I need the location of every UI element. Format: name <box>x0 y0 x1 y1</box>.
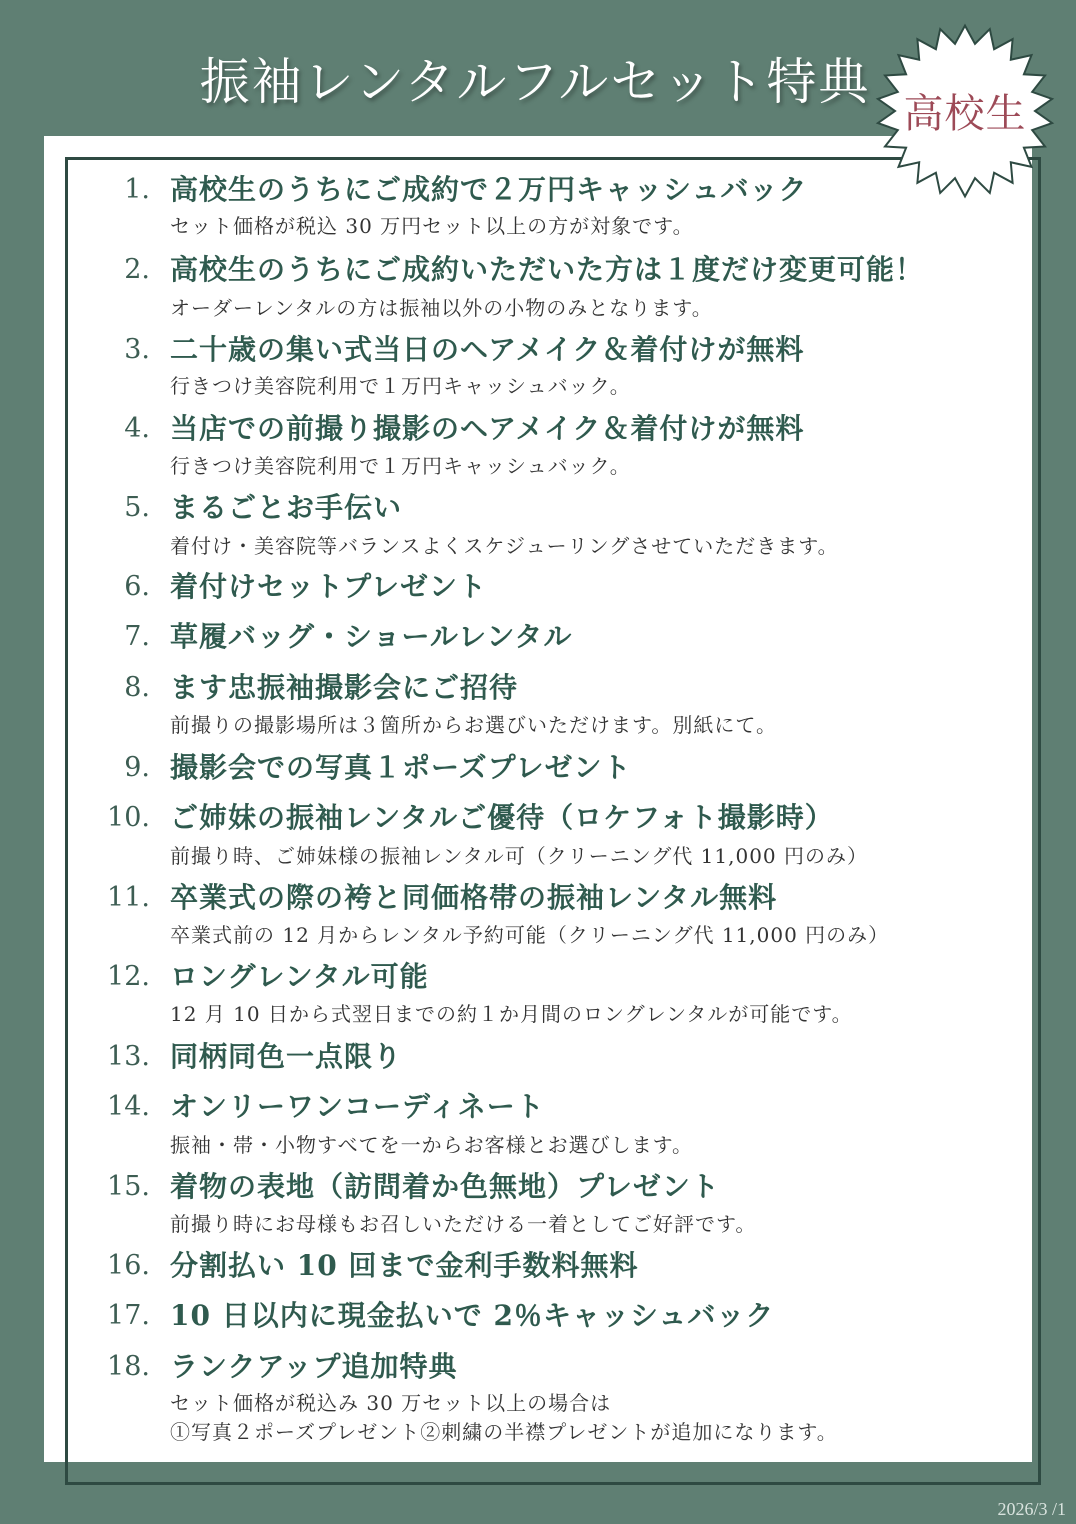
item-heading: 卒業式の際の袴と同価格帯の振袖レンタル無料 <box>170 881 778 914</box>
item-number: 10. <box>107 802 150 833</box>
item-note: セット価格が税込み 30 万セット以上の場合は <box>170 1391 612 1415</box>
item-number: 14. <box>107 1091 150 1122</box>
item-note: 行きつけ美容院利用で１万円キャッシュバック。 <box>170 374 631 398</box>
issue-date: 2026/3 /1 <box>997 1499 1066 1519</box>
item-number: 11. <box>107 882 150 913</box>
item-heading: 同柄同色一点限り <box>170 1040 403 1073</box>
item-note: 前撮り時にお母様もお召しいただける一着としてご好評です。 <box>170 1212 757 1236</box>
item-note: 行きつけ美容院利用で１万円キャッシュバック。 <box>170 454 631 478</box>
item-heading: ご姉妹の振袖レンタルご優待（ロケフォト撮影時） <box>170 801 834 834</box>
item-number: 3. <box>124 334 150 365</box>
item-heading: ロングレンタル可能 <box>170 960 429 993</box>
item-number: 15. <box>107 1171 150 1202</box>
item-heading: オンリーワンコーディネート <box>170 1090 545 1123</box>
item-number: 2. <box>124 254 150 285</box>
item-heading: 草履バッグ・ショールレンタル <box>170 620 573 653</box>
item-heading: 高校生のうちにご成約いただいた方は１度だけ変更可能！ <box>170 253 925 286</box>
badge-label: 高校生 <box>903 91 1027 137</box>
item-note: 前撮り時、ご姉妹様の振袖レンタル可（クリーニング代 11,000 円のみ） <box>170 844 868 868</box>
item-heading: 高校生のうちにご成約で２万円キャッシュバック <box>170 173 808 206</box>
item-heading: まるごとお手伝い <box>170 491 403 524</box>
item-number: 7. <box>124 621 150 652</box>
item-number: 6. <box>124 571 150 602</box>
item-number: 8. <box>124 672 150 703</box>
page-title: 振袖レンタルフルセット特典 <box>199 53 871 111</box>
item-number: 18. <box>107 1351 150 1382</box>
item-note: 12 月 10 日から式翌日までの約１か月間のロングレンタルが可能です。 <box>170 1002 853 1026</box>
item-number: 13. <box>107 1041 150 1072</box>
item-number: 1. <box>124 174 150 205</box>
item-heading: 撮影会での写真１ポーズプレゼント <box>170 751 632 784</box>
item-heading: ます忠振袖撮影会にご招待 <box>170 671 519 704</box>
item-heading: ランクアップ追加特典 <box>170 1350 458 1383</box>
item-note: 振袖・帯・小物すべてを一からお客様とお選びします。 <box>170 1133 693 1157</box>
item-note: 着付け・美容院等バランスよくスケジューリングさせていただきます。 <box>170 534 839 558</box>
item-heading: 二十歳の集い式当日のヘアメイク＆着付けが無料 <box>170 333 805 366</box>
item-heading: 分割払い 10 回まで金利手数料無料 <box>170 1249 639 1282</box>
item-note: ①写真２ポーズプレゼント②刺繍の半襟プレゼントが追加になります。 <box>170 1420 838 1444</box>
item-heading: 当店での前撮り撮影のヘアメイク＆着付けが無料 <box>170 412 805 445</box>
item-note: 前撮りの撮影場所は３箇所からお選びいただけます。別紙にて。 <box>170 713 777 737</box>
item-number: 17. <box>107 1300 150 1331</box>
item-number: 16. <box>107 1250 150 1281</box>
item-heading: 着付けセットプレゼント <box>170 570 488 603</box>
item-note: 卒業式前の 12 月からレンタル予約可能（クリーニング代 11,000 円のみ） <box>170 923 890 947</box>
item-heading: 10 日以内に現金払いで 2％キャッシュバック <box>170 1299 775 1332</box>
item-number: 4. <box>124 413 150 444</box>
item-heading: 着物の表地（訪問着か色無地）プレゼント <box>170 1170 720 1203</box>
item-note: セット価格が税込 30 万円セット以上の方が対象です。 <box>170 214 694 238</box>
item-number: 5. <box>124 492 150 523</box>
item-note: オーダーレンタルの方は振袖以外の小物のみとなります。 <box>170 296 713 320</box>
item-number: 9. <box>124 752 150 783</box>
item-number: 12. <box>107 961 150 992</box>
